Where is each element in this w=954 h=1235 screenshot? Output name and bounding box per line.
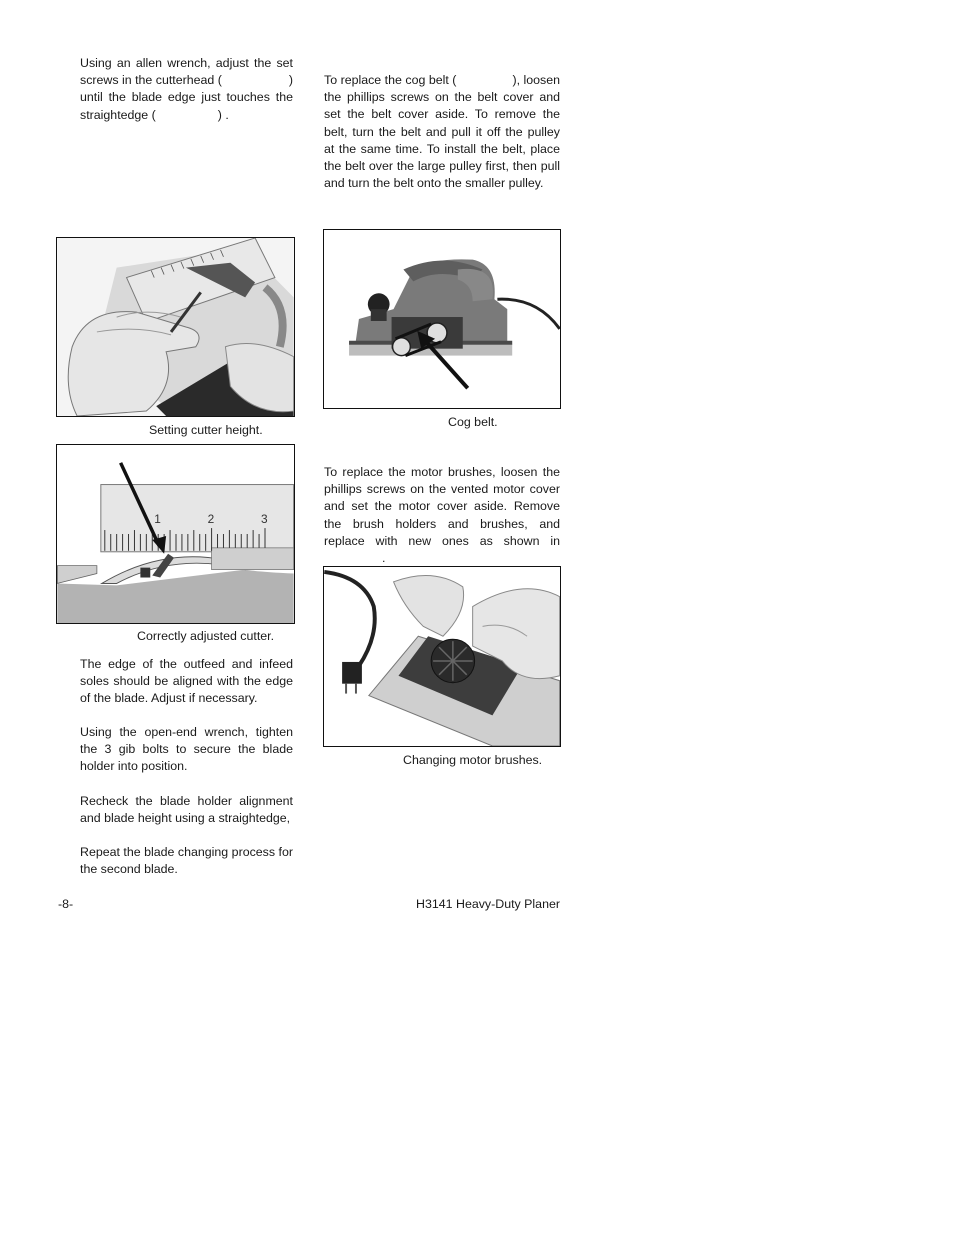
text-line: ) . bbox=[217, 107, 229, 122]
ruler-label-3: 3 bbox=[261, 512, 268, 527]
figure-correctly-adjusted-cutter bbox=[56, 444, 295, 624]
ruler-label-1: 1 bbox=[154, 512, 161, 527]
ruler-label-2: 2 bbox=[207, 512, 215, 527]
figure-changing-motor-brushes bbox=[323, 566, 561, 747]
paragraph-cog-belt bbox=[324, 72, 560, 192]
text-line: Using an allen wrench, adjust the set bbox=[80, 56, 293, 70]
page-number: -8- bbox=[58, 897, 74, 911]
text-line: until the blade edge just touches the bbox=[80, 90, 293, 105]
text-span: ), loosen the phillips screws on the belt cover and set the belt cover aside. To remove the belt, turn the belt and pull it off the pulley at the same time. To install the belt, place the belt over the large pulley first, then pull and turn the belt onto the smaller pulley. bbox=[324, 73, 560, 191]
photo-changing-motor-brushes-image bbox=[324, 567, 560, 746]
caption-cog-belt: Cog belt. bbox=[448, 415, 498, 429]
caption-changing-motor-brushes: Changing motor brushes. bbox=[403, 753, 543, 767]
diagram-adjusted-cutter bbox=[57, 445, 294, 623]
paragraph-recheck-alignment: Recheck the blade holder alignment and blade height using a straightedge, bbox=[80, 794, 293, 826]
caption-correctly-adjusted-cutter: Correctly adjusted cutter. bbox=[137, 629, 275, 643]
figure-setting-cutter-height bbox=[56, 237, 295, 417]
paragraph-motor-brushes bbox=[324, 464, 560, 567]
paragraph-tighten-gib-bolts: Using the open-end wrench, tighten the 3 gib bolts to secure the blade holder into position. bbox=[80, 725, 293, 774]
figure-cog-belt bbox=[323, 229, 561, 409]
text-line: straightedge ( bbox=[80, 107, 156, 122]
paragraph-repeat-process: Repeat the blade changing process for the second blade. bbox=[80, 845, 293, 877]
text-span: To replace the motor brushes, loosen the phillips screws on the vented motor cover and set the motor cover aside. Remove the brush holders and brushes, and replace with new ones as shown in bbox=[324, 465, 560, 548]
paragraph-allen-wrench bbox=[80, 55, 293, 124]
photo-setting-cutter-height-image bbox=[57, 238, 294, 416]
text-line: ) bbox=[288, 73, 293, 88]
caption-setting-cutter-height: Setting cutter height. bbox=[149, 423, 263, 437]
footer-model-title: H3141 Heavy-Duty Planer bbox=[416, 897, 560, 911]
text-span: . bbox=[382, 551, 386, 566]
text-span: To replace the cog belt ( bbox=[324, 73, 457, 87]
paragraph-soles-alignment: The edge of the outfeed and infeed soles should be aligned with the edge of the blade. Adjust if necessary. bbox=[80, 657, 293, 706]
text-line: screws in the cutterhead ( bbox=[80, 73, 222, 88]
photo-cog-belt-image bbox=[324, 230, 560, 408]
